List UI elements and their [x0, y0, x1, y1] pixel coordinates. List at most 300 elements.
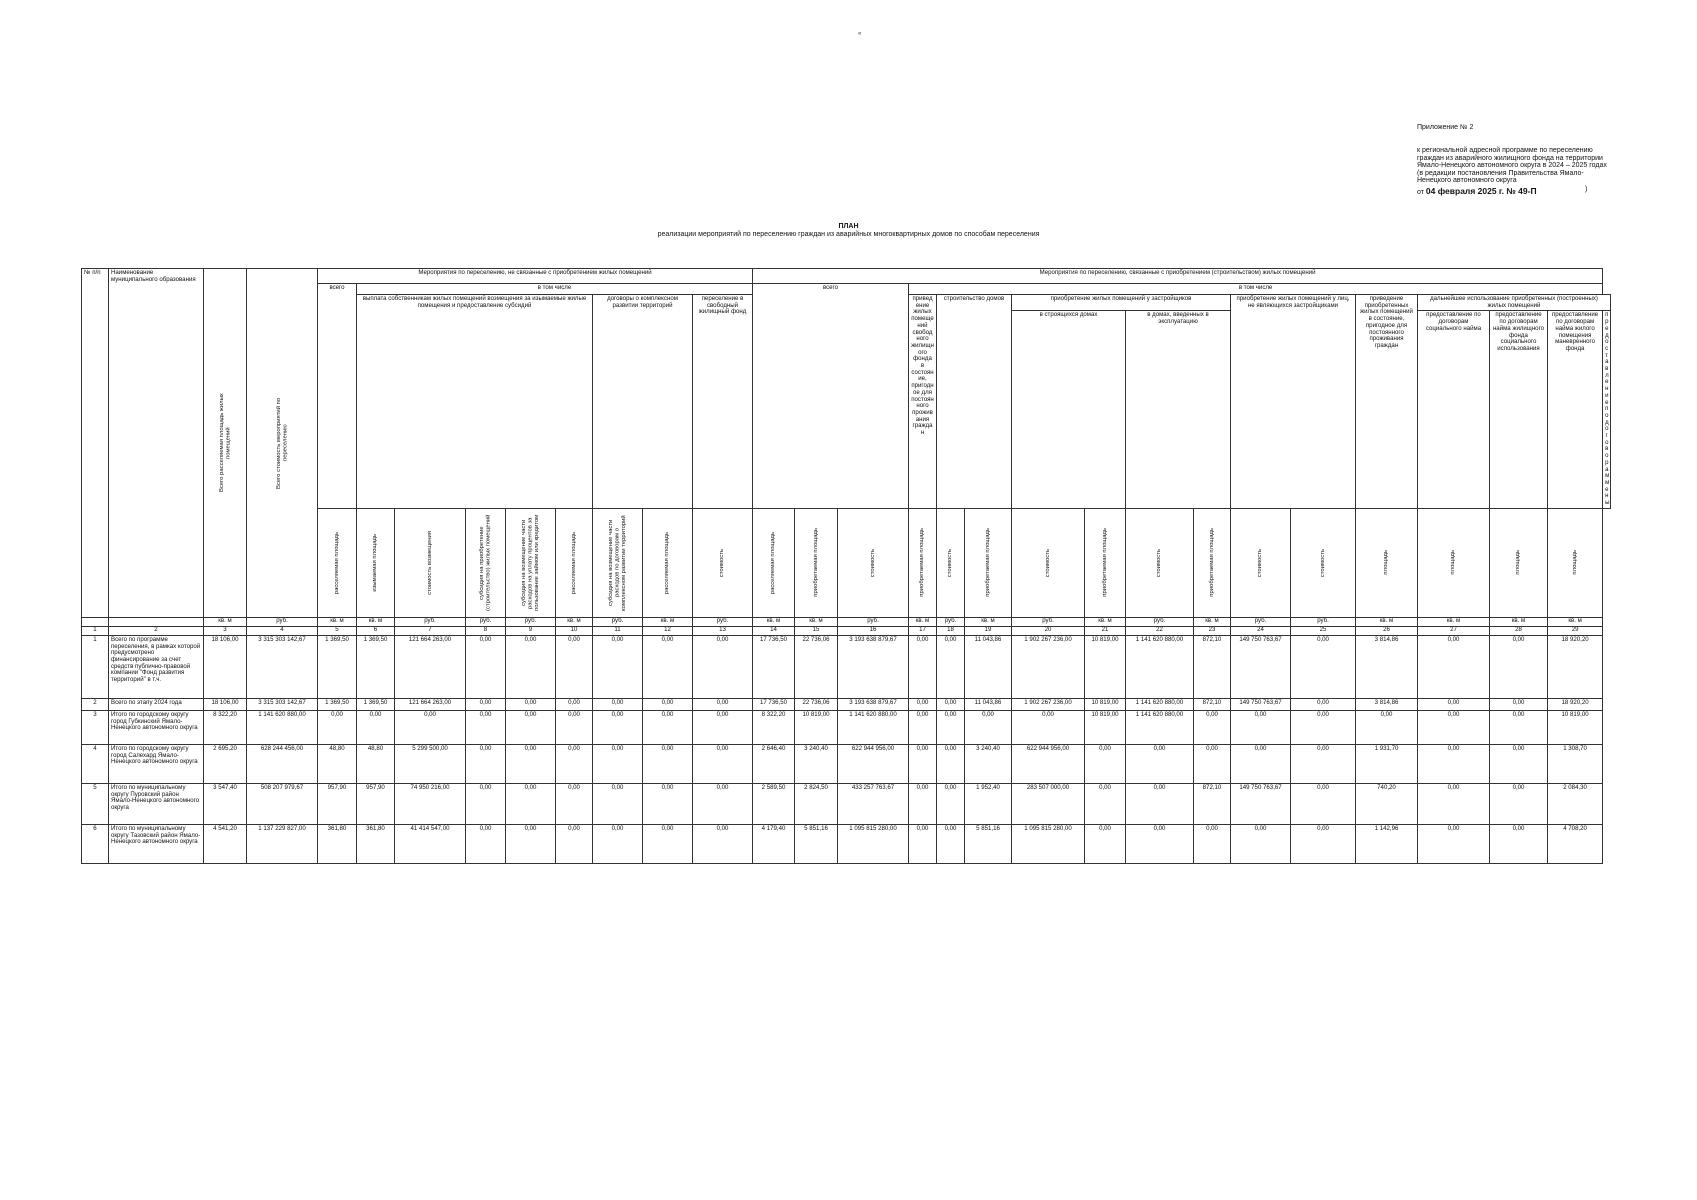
- value-cell: 1 141 620 880,00: [1126, 698, 1194, 710]
- unit-cell: кв. м: [204, 617, 247, 626]
- value-cell: 8 322,20: [753, 710, 795, 744]
- unit-cell: руб.: [1126, 617, 1194, 626]
- value-cell: 0,00: [556, 824, 593, 863]
- value-cell: 0,00: [937, 710, 965, 744]
- value-cell: 10 819,00: [1085, 710, 1126, 744]
- value-cell: 0,00: [1291, 710, 1356, 744]
- value-cell: 0,00: [1231, 710, 1291, 744]
- table-row: [82, 710, 1611, 744]
- value-cell: 4 541,20: [204, 824, 247, 863]
- value-cell: 2 646,40: [753, 744, 795, 783]
- header-kompleks: договоры о комплексном развитии территорий: [593, 295, 693, 509]
- value-cell: 508 207 979,67: [247, 783, 318, 824]
- appendix-text: к региональной адресной программе по переселению граждан из аварийного жилищного фонда на территории Ямало-Ненецкого автономного округа в 2024 – 2025 годах (в редакции постановления Правительства Ямало-Ненецкого автономного округа: [1417, 147, 1607, 185]
- value-cell: 1 141 620 880,00: [1126, 635, 1194, 698]
- header-col-9: субсидия на возмещение части расходов на уплату процентов за пользование займом или кредитом: [506, 508, 556, 617]
- column-number-cell: 5: [318, 626, 357, 635]
- value-cell: 0,00: [1418, 698, 1490, 710]
- header-col-23: приобретаемая площадь: [1194, 508, 1231, 617]
- column-number-cell: 25: [1291, 626, 1356, 635]
- header-col-25: стоимость: [1291, 508, 1356, 617]
- value-cell: 17 736,50: [753, 635, 795, 698]
- value-cell: 1 308,70: [1548, 744, 1603, 783]
- value-cell: 0,00: [1418, 635, 1490, 698]
- unit-cell: кв. м: [753, 617, 795, 626]
- header-col-7: стоимость возмещения: [395, 508, 466, 617]
- value-cell: 0,00: [556, 710, 593, 744]
- value-cell: 0,00: [1490, 698, 1548, 710]
- value-cell: 2 589,50: [753, 783, 795, 824]
- value-cell: 0,00: [909, 744, 937, 783]
- value-cell: 0,00: [593, 710, 643, 744]
- value-cell: 0,00: [1231, 744, 1291, 783]
- value-cell: 1 141 620 880,00: [247, 710, 318, 744]
- units-row: [82, 617, 1611, 626]
- unit-cell: кв. м: [795, 617, 838, 626]
- value-cell: 10 819,00: [1085, 698, 1126, 710]
- column-number-cell: 21: [1085, 626, 1126, 635]
- header-v-tom-chisle-acquisition: в том числе: [909, 284, 1603, 295]
- value-cell: 5 851,16: [965, 824, 1012, 863]
- column-number-cell: 12: [643, 626, 693, 635]
- value-cell: 0,00: [466, 710, 506, 744]
- value-cell: 1 141 620 880,00: [1126, 710, 1194, 744]
- municipality-cell: Всего по этапу 2024 года: [109, 698, 204, 710]
- value-cell: 3 315 303 142,67: [247, 635, 318, 698]
- value-cell: 361,80: [357, 824, 395, 863]
- value-cell: 0,00: [1126, 744, 1194, 783]
- value-cell: 872,10: [1194, 635, 1231, 698]
- value-cell: 0,00: [1418, 710, 1490, 744]
- value-cell: 0,00: [556, 783, 593, 824]
- header-col-10: расселяемая площадь: [556, 508, 593, 617]
- value-cell: 1 369,50: [357, 635, 395, 698]
- unit-cell: кв. м: [909, 617, 937, 626]
- value-cell: 872,10: [1194, 783, 1231, 824]
- table-row: [82, 783, 1611, 824]
- column-numbers-row: [82, 626, 1611, 635]
- header-group-not-acquisition: Мероприятия по переселению, не связанные с приобретением жилых помещений: [318, 269, 753, 284]
- value-cell: 10 819,00: [1085, 635, 1126, 698]
- unit-cell: руб.: [395, 617, 466, 626]
- value-cell: 0,00: [593, 635, 643, 698]
- value-cell: 0,00: [1490, 710, 1548, 744]
- header-col-19: приобретаемая площадь: [965, 508, 1012, 617]
- value-cell: 0,00: [593, 783, 643, 824]
- value-cell: 0,00: [1012, 710, 1085, 744]
- value-cell: 4 708,20: [1548, 824, 1603, 863]
- value-cell: 1 369,50: [318, 698, 357, 710]
- value-cell: 0,00: [466, 635, 506, 698]
- value-cell: 0,00: [937, 824, 965, 863]
- header-group-acquisition: Мероприятия по переселению, связанные с приобретением (строительством) жилых помещений: [753, 269, 1603, 284]
- column-number-cell: 20: [1012, 626, 1085, 635]
- column-number-cell: 17: [909, 626, 937, 635]
- column-number-cell: 24: [1231, 626, 1291, 635]
- column-number-cell: 9: [506, 626, 556, 635]
- value-cell: 1 369,50: [318, 635, 357, 698]
- header-col-21: приобретаемая площадь: [1085, 508, 1126, 617]
- value-cell: 22 736,06: [795, 635, 838, 698]
- header-col-22: стоимость: [1126, 508, 1194, 617]
- municipality-cell: Итого по городскому округу город Губкинский Ямало-Ненецкого автономного округа: [109, 710, 204, 744]
- header-fund-social: предоставление по договорам найма жилищного фонда социального использования: [1490, 311, 1548, 508]
- value-cell: 0,00: [395, 710, 466, 744]
- row-number-cell: 6: [82, 824, 109, 863]
- header-adapt: приведение жилых помещений свободного жилищного фонда в состояние, пригодное для постоянного проживания граждан: [909, 295, 937, 509]
- value-cell: 3 315 303 142,67: [247, 698, 318, 710]
- value-cell: 0,00: [643, 783, 693, 824]
- value-cell: 3 814,86: [1356, 698, 1418, 710]
- unit-cell: руб.: [1231, 617, 1291, 626]
- header-total-cost: Всего стоимость мероприятий по переселению: [247, 269, 318, 618]
- header-col-17: приобретаемая площадь: [909, 508, 937, 617]
- value-cell: 3 547,40: [204, 783, 247, 824]
- header-col-12: расселяемая площадь: [643, 508, 693, 617]
- value-cell: 149 750 763,67: [1231, 698, 1291, 710]
- row-number-cell: 4: [82, 744, 109, 783]
- value-cell: 0,00: [1356, 710, 1418, 744]
- value-cell: 17 736,50: [753, 698, 795, 710]
- unit-cell: руб.: [466, 617, 506, 626]
- column-number-cell: 1: [82, 626, 109, 635]
- value-cell: 0,00: [1490, 635, 1548, 698]
- value-cell: 957,90: [357, 783, 395, 824]
- column-number-cell: 26: [1356, 626, 1418, 635]
- value-cell: 5 851,16: [795, 824, 838, 863]
- value-cell: 957,90: [318, 783, 357, 824]
- header-col-6: изымаемая площадь: [357, 508, 395, 617]
- value-cell: 1 952,40: [965, 783, 1012, 824]
- value-cell: 0,00: [937, 635, 965, 698]
- value-cell: 0,00: [1490, 824, 1548, 863]
- value-cell: 1 095 815 280,00: [838, 824, 909, 863]
- unit-cell: [82, 617, 109, 626]
- column-number-cell: 3: [204, 626, 247, 635]
- value-cell: 0,00: [1085, 744, 1126, 783]
- table-row: [82, 635, 1611, 698]
- row-number-cell: 2: [82, 698, 109, 710]
- value-cell: 0,00: [466, 744, 506, 783]
- header-col-29: площадь: [1548, 508, 1603, 617]
- order-date: 04 февраля 2025 г. № 49-П: [1425, 186, 1537, 196]
- header-total-area: Всего расселяемая площадь жилых помещений: [204, 269, 247, 618]
- value-cell: 0,00: [556, 744, 593, 783]
- appendix-number: Приложение № 2: [1417, 124, 1474, 131]
- value-cell: 0,00: [1126, 824, 1194, 863]
- value-cell: 0,00: [593, 824, 643, 863]
- value-cell: 0,00: [506, 698, 556, 710]
- value-cell: 2 695,20: [204, 744, 247, 783]
- header-municipality: Наименование муниципального образования: [109, 269, 204, 618]
- value-cell: 4 179,40: [753, 824, 795, 863]
- value-cell: 0,00: [1194, 824, 1231, 863]
- header-further-use: дальнейшее использование приобретенных (построенных) жилых помещений: [1418, 295, 1611, 311]
- column-number-cell: 23: [1194, 626, 1231, 635]
- value-cell: 1 137 229 827,00: [247, 824, 318, 863]
- value-cell: 433 257 763,67: [838, 783, 909, 824]
- value-cell: 48,80: [357, 744, 395, 783]
- page-mark: «: [858, 31, 862, 37]
- unit-cell: руб.: [247, 617, 318, 626]
- plan-table: [81, 268, 1611, 864]
- value-cell: 0,00: [643, 698, 693, 710]
- value-cell: 0,00: [556, 635, 593, 698]
- unit-cell: кв. м: [556, 617, 593, 626]
- value-cell: 0,00: [506, 635, 556, 698]
- header-buy-existing: в домах, введенных в эксплуатацию: [1126, 311, 1231, 508]
- value-cell: 0,00: [466, 783, 506, 824]
- header-free-fund: переселение в свободный жилищный фонд: [693, 295, 753, 509]
- value-cell: 622 944 956,00: [1012, 744, 1085, 783]
- unit-cell: кв. м: [1194, 617, 1231, 626]
- value-cell: 22 736,06: [795, 698, 838, 710]
- value-cell: 41 414 547,00: [395, 824, 466, 863]
- value-cell: 3 240,40: [965, 744, 1012, 783]
- value-cell: 0,00: [693, 698, 753, 710]
- value-cell: 283 507 000,00: [1012, 783, 1085, 824]
- value-cell: 0,00: [909, 783, 937, 824]
- column-number-cell: 27: [1418, 626, 1490, 635]
- value-cell: 2 824,50: [795, 783, 838, 824]
- value-cell: 0,00: [1291, 783, 1356, 824]
- header-col-13: стоимость: [693, 508, 753, 617]
- column-number-cell: 8: [466, 626, 506, 635]
- unit-cell: кв. м: [1356, 617, 1418, 626]
- column-number-cell: 29: [1548, 626, 1603, 635]
- unit-cell: кв. м: [357, 617, 395, 626]
- header-maneuver: предоставление по договорам найма жилого помещения маневренного фонда: [1548, 311, 1603, 508]
- header-v-tom-chisle: в том числе: [357, 284, 753, 295]
- value-cell: 0,00: [506, 710, 556, 744]
- header-col-14: расселяемая площадь: [753, 508, 795, 617]
- header-vsego: всего: [318, 284, 357, 509]
- value-cell: 2 084,30: [1548, 783, 1603, 824]
- municipality-cell: Итого по городскому округу город Салехард Ямало-Ненецкого автономного округа: [109, 744, 204, 783]
- value-cell: 0,00: [1085, 824, 1126, 863]
- table-row: [82, 698, 1611, 710]
- value-cell: 3 193 638 879,67: [838, 635, 909, 698]
- header-col-24: стоимость: [1231, 508, 1291, 617]
- value-cell: 0,00: [643, 824, 693, 863]
- header-col-27: площадь: [1418, 508, 1490, 617]
- column-number-cell: 6: [357, 626, 395, 635]
- value-cell: 1 141 620 880,00: [838, 710, 909, 744]
- header-buy-persons: приобретение жилых помещений у лиц, не являющихся застройщиками: [1231, 295, 1356, 509]
- header-col-20: стоимость: [1012, 508, 1085, 617]
- column-number-cell: 15: [795, 626, 838, 635]
- value-cell: 0,00: [909, 635, 937, 698]
- value-cell: 5 299 500,00: [395, 744, 466, 783]
- value-cell: 0,00: [1418, 824, 1490, 863]
- value-cell: 0,00: [593, 698, 643, 710]
- value-cell: 1 902 267 236,00: [1012, 698, 1085, 710]
- header-buy-building: в строящихся домах: [1012, 311, 1126, 508]
- column-number-cell: 7: [395, 626, 466, 635]
- header-col-5: расселяемая площадь: [318, 508, 357, 617]
- unit-cell: руб.: [1291, 617, 1356, 626]
- unit-cell: кв. м: [1548, 617, 1603, 626]
- value-cell: 10 819,00: [795, 710, 838, 744]
- value-cell: 18 106,00: [204, 635, 247, 698]
- column-number-cell: 14: [753, 626, 795, 635]
- value-cell: 0,00: [965, 710, 1012, 744]
- value-cell: 8 322,20: [204, 710, 247, 744]
- value-cell: 0,00: [466, 824, 506, 863]
- column-number-cell: 4: [247, 626, 318, 635]
- header-buy-builders: приобретение жилых помещений у застройщиков: [1012, 295, 1231, 311]
- header-col-16: стоимость: [838, 508, 909, 617]
- header-construction: строительство домов: [937, 295, 1012, 509]
- value-cell: 48,80: [318, 744, 357, 783]
- unit-cell: руб.: [593, 617, 643, 626]
- column-number-cell: 2: [109, 626, 204, 635]
- value-cell: 0,00: [937, 783, 965, 824]
- header-col-26: площадь: [1356, 508, 1418, 617]
- value-cell: 0,00: [693, 635, 753, 698]
- plan-subtitle: реализации мероприятий по переселению граждан из аварийных многоквартирных домов по способам переселения: [657, 231, 1040, 238]
- value-cell: 149 750 763,67: [1231, 783, 1291, 824]
- value-cell: 0,00: [1490, 744, 1548, 783]
- value-cell: 0,00: [909, 698, 937, 710]
- header-exchange: предоставление по договорам мены: [1603, 311, 1611, 508]
- header-col-8: субсидия на приобретение (строительство) жилых помещений: [466, 508, 506, 617]
- value-cell: 1 095 815 280,00: [1012, 824, 1085, 863]
- value-cell: 0,00: [643, 710, 693, 744]
- unit-cell: руб.: [937, 617, 965, 626]
- value-cell: 0,00: [1085, 783, 1126, 824]
- header-col-11: субсидия на возмещение части расходов по договорам о комплексном развитии территорий: [593, 508, 643, 617]
- value-cell: 0,00: [643, 635, 693, 698]
- column-number-cell: 13: [693, 626, 753, 635]
- value-cell: 0,00: [1126, 783, 1194, 824]
- value-cell: 0,00: [937, 744, 965, 783]
- value-cell: 0,00: [1418, 783, 1490, 824]
- value-cell: 0,00: [937, 698, 965, 710]
- order-line: [1417, 186, 1607, 196]
- value-cell: 0,00: [357, 710, 395, 744]
- value-cell: 3 193 638 879,67: [838, 698, 909, 710]
- value-cell: 121 664 263,00: [395, 698, 466, 710]
- unit-cell: кв. м: [643, 617, 693, 626]
- header-vsego-acquisition: всего: [753, 284, 909, 509]
- header-col-18: стоимость: [937, 508, 965, 617]
- column-number-cell: 22: [1126, 626, 1194, 635]
- value-cell: 1 369,50: [357, 698, 395, 710]
- value-cell: 0,00: [693, 710, 753, 744]
- header-compensation: выплата собственникам жилых помещений возмещения за изымаемые жилые помещения и предоставление субсидий: [357, 295, 593, 509]
- value-cell: 361,80: [318, 824, 357, 863]
- value-cell: 0,00: [1490, 783, 1548, 824]
- value-cell: 740,20: [1356, 783, 1418, 824]
- row-number-cell: 1: [82, 635, 109, 698]
- order-suffix: ): [1585, 186, 1588, 193]
- value-cell: 3 240,40: [795, 744, 838, 783]
- row-number-cell: 3: [82, 710, 109, 744]
- value-cell: 0,00: [1231, 824, 1291, 863]
- value-cell: 74 950 216,00: [395, 783, 466, 824]
- column-number-cell: 16: [838, 626, 909, 635]
- column-number-cell: 11: [593, 626, 643, 635]
- value-cell: 0,00: [693, 824, 753, 863]
- value-cell: 0,00: [466, 698, 506, 710]
- column-number-cell: 28: [1490, 626, 1548, 635]
- municipality-cell: Итого по муниципальному округу Пуровский район Ямало-Ненецкого автономного округа: [109, 783, 204, 824]
- value-cell: 0,00: [1291, 635, 1356, 698]
- value-cell: 0,00: [693, 783, 753, 824]
- value-cell: 0,00: [1291, 744, 1356, 783]
- value-cell: 0,00: [1194, 710, 1231, 744]
- row-number-cell: 5: [82, 783, 109, 824]
- header-social-hire: предоставление по договорам социального найма: [1418, 311, 1490, 508]
- table-row: [82, 744, 1611, 783]
- value-cell: 10 819,00: [1548, 710, 1603, 744]
- value-cell: 0,00: [506, 824, 556, 863]
- table-row: [82, 824, 1611, 863]
- value-cell: 0,00: [1291, 698, 1356, 710]
- value-cell: 18 106,00: [204, 698, 247, 710]
- column-number-cell: 19: [965, 626, 1012, 635]
- value-cell: 1 902 267 236,00: [1012, 635, 1085, 698]
- order-prefix: от: [1417, 189, 1424, 196]
- value-cell: 0,00: [318, 710, 357, 744]
- value-cell: 0,00: [643, 744, 693, 783]
- column-number-cell: 10: [556, 626, 593, 635]
- unit-cell: [109, 617, 204, 626]
- value-cell: 18 920,20: [1548, 698, 1603, 710]
- value-cell: 0,00: [1194, 744, 1231, 783]
- value-cell: 18 920,20: [1548, 635, 1603, 698]
- unit-cell: кв. м: [1490, 617, 1548, 626]
- value-cell: 0,00: [693, 744, 753, 783]
- value-cell: 149 750 763,67: [1231, 635, 1291, 698]
- value-cell: 0,00: [506, 744, 556, 783]
- header-num: № п/п: [82, 269, 109, 618]
- unit-cell: кв. м: [318, 617, 357, 626]
- value-cell: 11 043,86: [965, 635, 1012, 698]
- value-cell: 1 931,70: [1356, 744, 1418, 783]
- municipality-cell: Всего по программе переселения, в рамках которой предусмотрено финансирование за счет средств публично-правовой компании "Фонд развития территорий" в т.ч.: [109, 635, 204, 698]
- unit-cell: кв. м: [1085, 617, 1126, 626]
- column-number-cell: 18: [937, 626, 965, 635]
- value-cell: 3 814,86: [1356, 635, 1418, 698]
- value-cell: 11 043,86: [965, 698, 1012, 710]
- header-col-28: площадь: [1490, 508, 1548, 617]
- value-cell: 0,00: [1418, 744, 1490, 783]
- value-cell: 0,00: [1291, 824, 1356, 863]
- unit-cell: кв. м: [965, 617, 1012, 626]
- value-cell: 0,00: [593, 744, 643, 783]
- unit-cell: руб.: [1012, 617, 1085, 626]
- value-cell: 0,00: [909, 710, 937, 744]
- value-cell: 0,00: [556, 698, 593, 710]
- unit-cell: кв. м: [1418, 617, 1490, 626]
- unit-cell: руб.: [506, 617, 556, 626]
- value-cell: 622 944 956,00: [838, 744, 909, 783]
- value-cell: 0,00: [506, 783, 556, 824]
- value-cell: 628 244 456,00: [247, 744, 318, 783]
- unit-cell: руб.: [838, 617, 909, 626]
- value-cell: 1 142,96: [1356, 824, 1418, 863]
- value-cell: 0,00: [909, 824, 937, 863]
- header-adapt-acquisition: приведение приобретенных жилых помещений в состояние, пригодное для постоянного проживания граждан: [1356, 295, 1418, 509]
- value-cell: 121 664 263,00: [395, 635, 466, 698]
- value-cell: 872,10: [1194, 698, 1231, 710]
- plan-title: ПЛАН: [838, 223, 859, 230]
- header-col-15: приобретаемая площадь: [795, 508, 838, 617]
- municipality-cell: Итого по муниципальному округу Тазовский район Ямало-Ненецкого автономного округа: [109, 824, 204, 863]
- unit-cell: руб.: [693, 617, 753, 626]
